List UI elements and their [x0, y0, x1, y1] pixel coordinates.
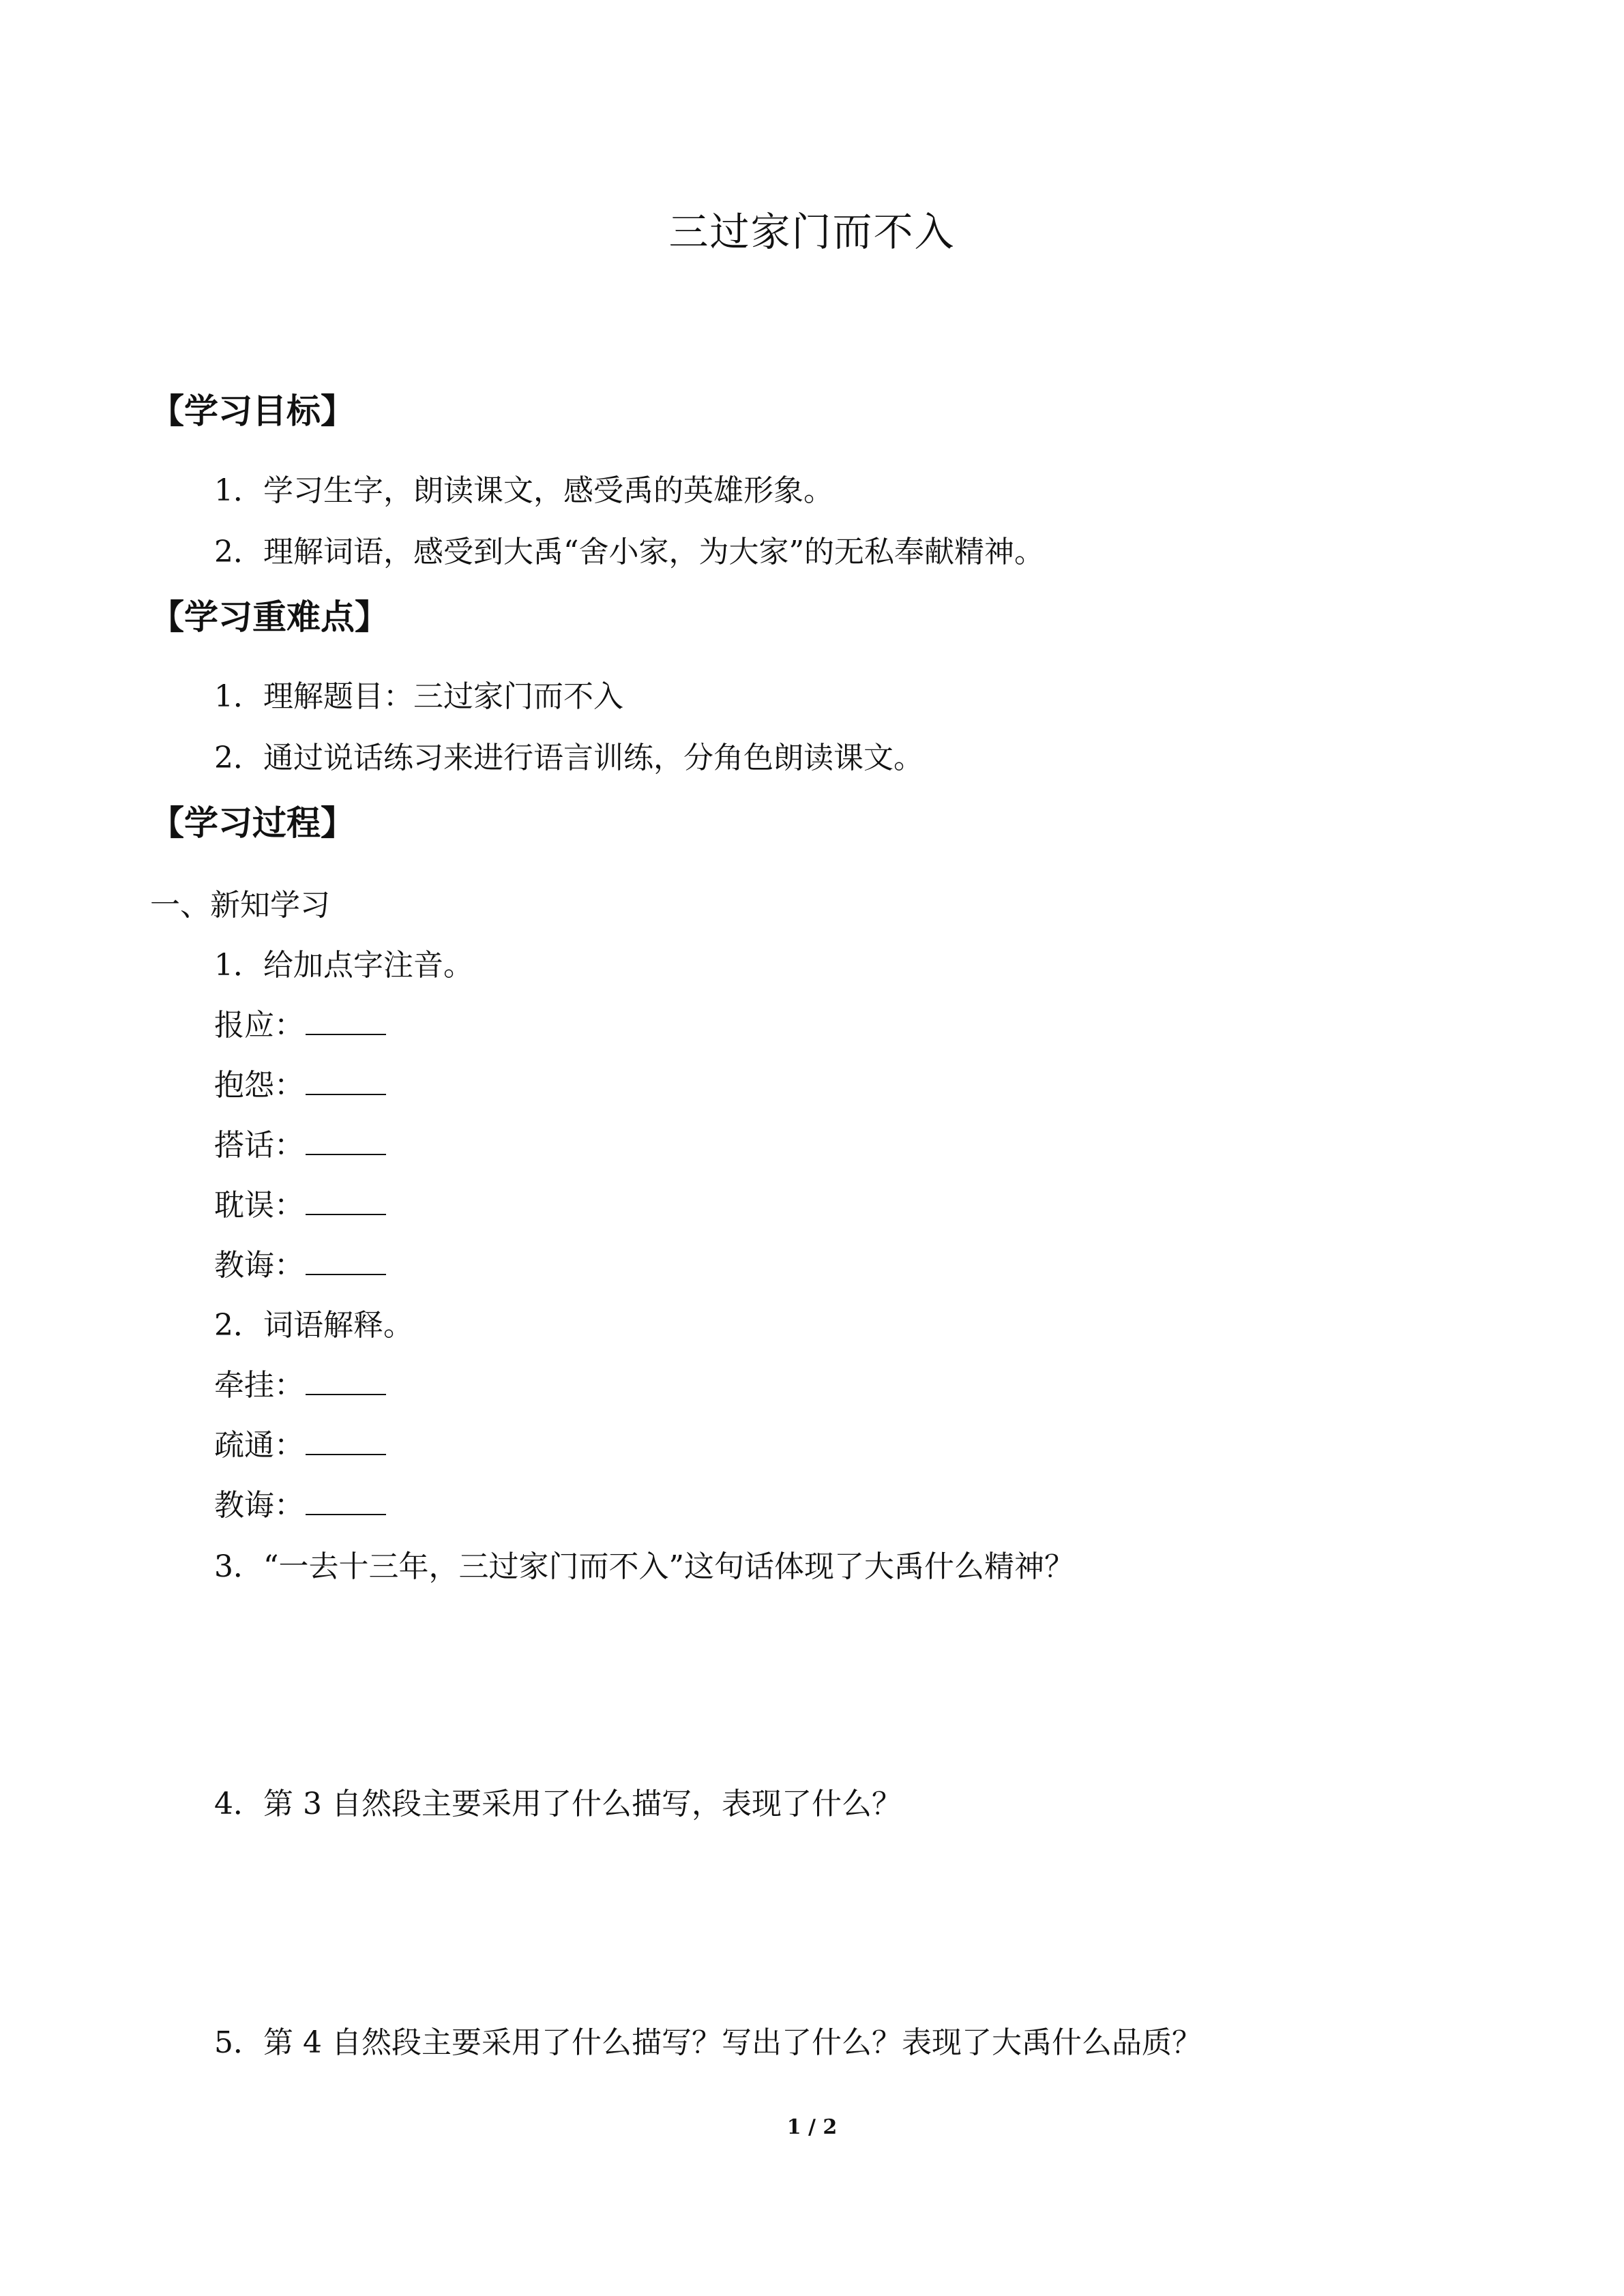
- answer-blank[interactable]: [306, 1128, 386, 1155]
- word-label: 耽误：: [214, 1188, 304, 1223]
- question-1-word-5: [214, 1245, 386, 1286]
- question-2-word-2: [214, 1425, 386, 1466]
- answer-blank[interactable]: [306, 1248, 386, 1275]
- process-heading: 【学习过程】: [150, 803, 355, 843]
- page-number: 1 / 2: [786, 2115, 838, 2139]
- word-label: 教诲：: [214, 1488, 304, 1523]
- question-3: 3．“一去十三年，三过家门而不入”这句话体现了大禹什么精神？: [214, 1549, 1074, 1584]
- answer-blank[interactable]: [306, 1068, 386, 1095]
- question-1-prompt: 1．给加点字注音。: [214, 948, 473, 983]
- question-1-word-4: [214, 1185, 386, 1226]
- answer-blank[interactable]: [306, 1008, 386, 1035]
- question-2-prompt: 2．词语解释。: [214, 1308, 413, 1343]
- answer-blank[interactable]: [306, 1488, 386, 1515]
- question-2-word-3: [214, 1485, 386, 1526]
- key-point-item-2: 2．通过说话练习来进行语言训练，分角色朗读课文。: [214, 741, 924, 775]
- key-points-heading: 【学习重难点】: [150, 597, 389, 637]
- part1-title: 一、新知学习: [150, 888, 330, 923]
- answer-blank[interactable]: [306, 1188, 386, 1215]
- page-title: 三过家门而不入: [668, 209, 956, 255]
- word-label: 抱怨：: [214, 1068, 304, 1103]
- question-4: 4．第 3 自然段主要采用了什么描写，表现了什么？: [214, 1787, 902, 1821]
- question-5: 5．第 4 自然段主要采用了什么描写？写出了什么？表现了大禹什么品质？: [214, 2025, 1202, 2060]
- word-label: 牵挂：: [214, 1368, 304, 1403]
- word-label: 疏通：: [214, 1428, 304, 1463]
- question-1-word-2: [214, 1065, 386, 1106]
- question-1-word-3: [214, 1125, 386, 1166]
- answer-blank[interactable]: [306, 1428, 386, 1455]
- word-label: 报应：: [214, 1008, 304, 1043]
- key-point-item-1: 1．理解题目：三过家门而不入: [214, 679, 623, 714]
- word-label: 教诲：: [214, 1248, 304, 1283]
- word-label: 搭话：: [214, 1128, 304, 1163]
- question-2-word-1: [214, 1365, 386, 1406]
- goal-item-1: 1．学习生字，朗读课文，感受禹的英雄形象。: [214, 473, 833, 508]
- goals-heading: 【学习目标】: [150, 391, 355, 431]
- goal-item-2: 2．理解词语，感受到大禹“舍小家，为大家”的无私奉献精神。: [214, 535, 1044, 569]
- question-1-word-1: [214, 1005, 386, 1046]
- answer-blank[interactable]: [306, 1368, 386, 1395]
